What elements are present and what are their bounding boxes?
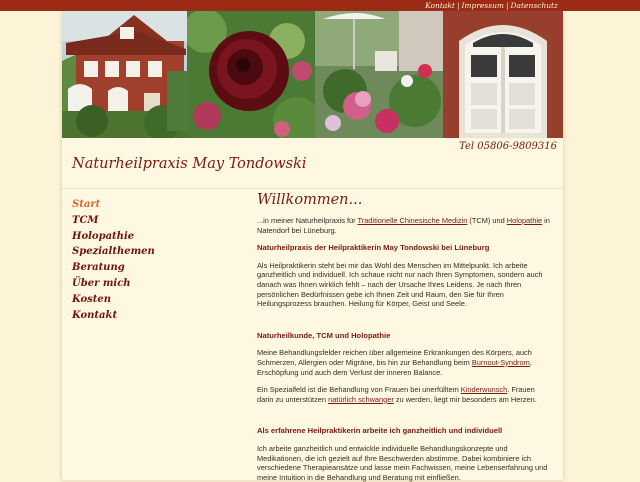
- paragraph: [257, 385, 553, 404]
- tcm-link[interactable]: Traditionelle Chinesische Medizin: [357, 216, 468, 225]
- link-kontakt[interactable]: Kontakt: [425, 1, 455, 10]
- paragraph-text: , Erschöpfung und auch dem Verlust der inneren Balance.: [257, 357, 532, 377]
- header-image-strip: [62, 11, 563, 138]
- schwanger-link[interactable]: natürlich schwanger: [328, 394, 394, 404]
- top-link-separator: |: [456, 1, 460, 10]
- paragraph-text: Meine Behandlungsfelder reichen über allgemeine Erkrankungen des Körpers, auch Schmerzen, Allergien oder Migräne, bis hin zur Behandlung beim: [257, 348, 532, 367]
- nav-item-beratung[interactable]: Beratung: [72, 262, 125, 274]
- paragraph: [257, 348, 553, 377]
- section-heading: Naturheilkunde, TCM und Holopathie: [257, 330, 391, 340]
- nav-item-kontakt[interactable]: Kontakt: [72, 309, 118, 321]
- red-rose-photo: [187, 11, 315, 138]
- intro-text: (TCM) und: [467, 216, 507, 225]
- holopathie-link[interactable]: Holopathie: [506, 216, 543, 225]
- site-title[interactable]: Naturheilpraxis May Tondowski: [72, 156, 307, 172]
- intro-text: in Natendorf bei Lüneburg.: [257, 216, 550, 235]
- top-link-separator: |: [506, 1, 509, 10]
- top-links: [425, 0, 558, 11]
- main-content: [257, 189, 553, 482]
- nav-item-spezialthemen[interactable]: Spezialthemen: [72, 246, 155, 258]
- link-impressum[interactable]: Impressum: [461, 1, 505, 10]
- page-container: [62, 11, 563, 480]
- brick-house-photo: [62, 11, 187, 138]
- link-datenschutz[interactable]: Datenschutz: [510, 1, 558, 10]
- paragraph: Als Heilpraktikerin steht bei mir das Wohl des Menschen im Mittelpunkt. Ich arbeite ganzheitlich und individuell. Ich schaue nicht nur nach Ihren Symptomen, sondern auch danach was Ihnen wirklich fehlt – nach der Ursache Ihres Leidens. Je nach Ihren persönlichen Bedürfnissen gebe ich Ihnen Zeit und Raum, den Sie für Ihren Heilungsprozess brauchen. Heilung für Körper, Geist und Seele.: [257, 260, 543, 309]
- nav-item-kosten[interactable]: Kosten: [72, 293, 112, 305]
- section-heading: Als erfahrene Heilpraktikerin arbeite ich ganzheitlich und individuell: [257, 426, 503, 436]
- nav-item-ueber-mich[interactable]: Über mich: [72, 277, 131, 289]
- kinderwunsch-link[interactable]: Kinderwunsch: [460, 385, 508, 395]
- paragraph: Ich arbeite ganzheitlich und entwickle individuelle Behandlungskonzepte und Medikationen, die ich gezielt auf Ihre Beschwerden abstimme. Dabei kombiniere ich verschiedene Therapieansätze und lasse mein Fachwissen, meine Lebenserfahrung und meine Intuition in die Behandlung und Beratung mit einfließen.: [257, 443, 548, 482]
- white-door-photo: [443, 11, 563, 138]
- intro-paragraph: [257, 216, 553, 235]
- nav-item-tcm[interactable]: TCM: [72, 214, 99, 226]
- section-heading: Naturheilpraxis der Heilpraktikerin May Tondowski bei Lüneburg: [257, 243, 490, 253]
- nav-item-start[interactable]: Start: [72, 199, 101, 210]
- paragraph-text: . Frauen darin zu unterstützen: [257, 385, 535, 404]
- page-title: Willkommen...: [257, 192, 363, 208]
- phone-number: Tel 05806-9809316: [459, 141, 557, 152]
- nav-item-holopathie[interactable]: Holopathie: [72, 230, 135, 242]
- paragraph-text: zu werden, liegt mir besonders am Herzen.: [393, 394, 537, 404]
- intro-text: ...in meiner Naturheilpraxis für: [257, 216, 358, 225]
- garden-flowers-photo: [315, 11, 443, 138]
- paragraph-text: Ein Spezialfeld ist die Behandlung von Frauen bei unerfülltem: [257, 385, 461, 395]
- burnout-link[interactable]: Burnout-Syndrom: [471, 357, 530, 367]
- main-navigation: [72, 197, 155, 323]
